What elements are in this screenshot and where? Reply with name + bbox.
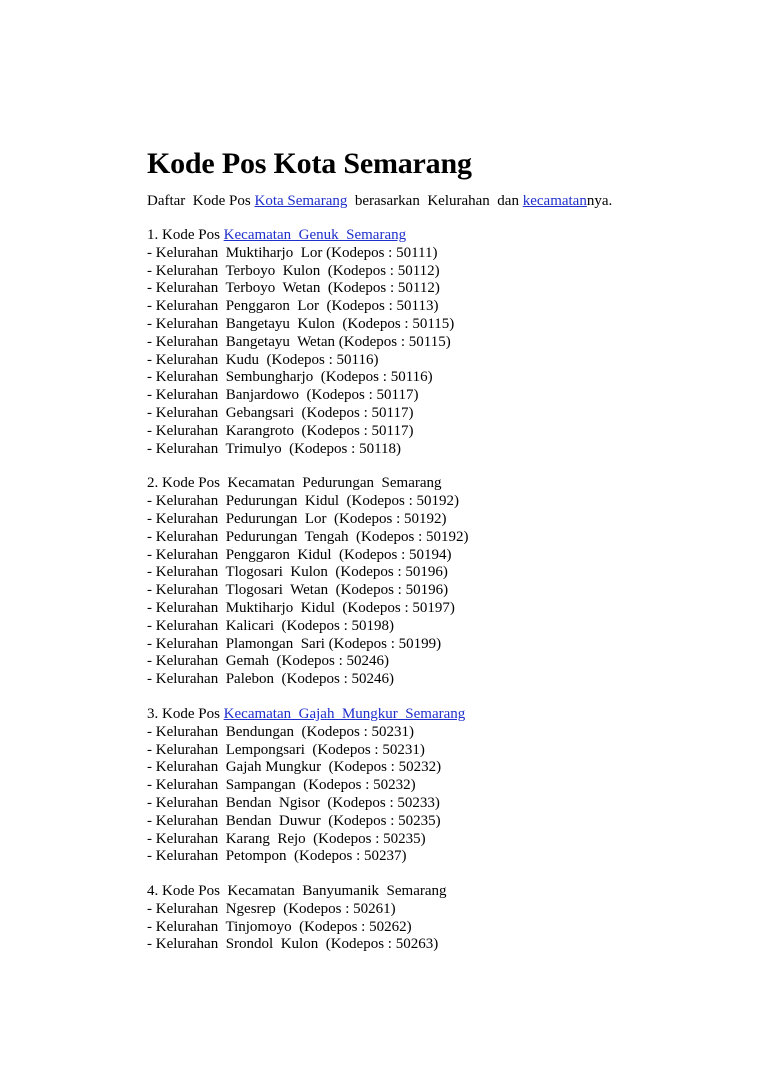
- kelurahan-item: - Kelurahan Karangroto (Kodepos : 50117): [147, 422, 414, 439]
- intro-suffix: nya.: [586, 193, 613, 209]
- section-2: [147, 475, 707, 689]
- section-heading: [147, 706, 707, 724]
- kelurahan-item: - Kelurahan Bendan Ngisor (Kodepos : 50233): [147, 794, 440, 811]
- kelurahan-item: - Kelurahan Karang Rejo (Kodepos : 50235): [147, 830, 426, 847]
- intro-prefix: Daftar Kode Pos: [147, 193, 255, 209]
- section-heading-link[interactable]: Kecamatan Gajah Mungkur Semarang: [223, 705, 466, 722]
- kelurahan-item: - Kelurahan Gebangsari (Kodepos : 50117): [147, 404, 414, 421]
- sections-list: [147, 227, 707, 954]
- section-4: [147, 883, 707, 954]
- section-heading-link[interactable]: Kecamatan Genuk Semarang: [223, 227, 407, 243]
- kelurahan-item: - Kelurahan Lempongsari (Kodepos : 50231): [147, 741, 425, 758]
- kelurahan-item: - Kelurahan Pedurungan Kidul (Kodepos : 50192): [147, 493, 460, 510]
- section-heading: 4. Kode Pos Kecamatan Banyumanik Semarang: [147, 883, 447, 900]
- section-1: [147, 227, 707, 458]
- kelurahan-item: - Kelurahan Pedurungan Tengah (Kodepos : 50192): [147, 528, 469, 545]
- kelurahan-item: - Kelurahan Sembungharjo (Kodepos : 50116): [147, 369, 433, 386]
- kelurahan-item: - Kelurahan Petompon (Kodepos : 50237): [147, 848, 407, 865]
- section-heading: [147, 227, 707, 245]
- kelurahan-item: - Kelurahan Penggaron Lor (Kodepos : 50113): [147, 298, 439, 315]
- intro-paragraph: [147, 192, 707, 210]
- kelurahan-item: - Kelurahan Palebon (Kodepos : 50246): [147, 671, 395, 688]
- kelurahan-item: - Kelurahan Gajah Mungkur (Kodepos : 50232): [147, 759, 442, 776]
- kelurahan-item: - Kelurahan Bangetayu Wetan (Kodepos : 50115): [147, 333, 451, 350]
- kelurahan-item: - Kelurahan Kalicari (Kodepos : 50198): [147, 617, 395, 634]
- kota-semarang-link[interactable]: Kota Semarang: [254, 193, 348, 209]
- kelurahan-item: - Kelurahan Kudu (Kodepos : 50116): [147, 351, 379, 368]
- kelurahan-item: - Kelurahan Banjardowo (Kodepos : 50117): [147, 387, 419, 404]
- kelurahan-item: - Kelurahan Trimulyo (Kodepos : 50118): [147, 440, 402, 457]
- kelurahan-item: - Kelurahan Bendan Duwur (Kodepos : 50235): [147, 812, 441, 829]
- kelurahan-item: - Kelurahan Ngesrep (Kodepos : 50261): [147, 900, 396, 917]
- kelurahan-item: - Kelurahan Tlogosari Wetan (Kodepos : 50196): [147, 582, 449, 599]
- intro-middle: berasarkan Kelurahan dan: [347, 193, 523, 209]
- kelurahan-item: - Kelurahan Terboyo Kulon (Kodepos : 50112): [147, 262, 440, 279]
- section-heading-prefix: 1. Kode Pos: [147, 227, 224, 243]
- kecamatan-link[interactable]: kecamatan: [522, 193, 587, 209]
- section-heading: 2. Kode Pos Kecamatan Pedurungan Semarang: [147, 475, 442, 492]
- kelurahan-item: - Kelurahan Tinjomoyo (Kodepos : 50262): [147, 918, 412, 935]
- kelurahan-item: - Kelurahan Terboyo Wetan (Kodepos : 50112): [147, 280, 440, 297]
- kelurahan-item: - Kelurahan Tlogosari Kulon (Kodepos : 50196): [147, 564, 448, 581]
- kelurahan-item: - Kelurahan Bangetayu Kulon (Kodepos : 50115): [147, 315, 455, 332]
- kelurahan-item: - Kelurahan Muktiharjo Kidul (Kodepos : 50197): [147, 599, 455, 616]
- document-page: [147, 146, 707, 971]
- kelurahan-item: - Kelurahan Bendungan (Kodepos : 50231): [147, 723, 415, 740]
- kelurahan-item: - Kelurahan Pedurungan Lor (Kodepos : 50192): [147, 510, 447, 527]
- page-title: Kode Pos Kota Semarang: [147, 147, 472, 180]
- section-heading-prefix: 3. Kode Pos: [147, 705, 224, 722]
- kelurahan-item: - Kelurahan Srondol Kulon (Kodepos : 50263): [147, 936, 439, 953]
- kelurahan-item: - Kelurahan Muktiharjo Lor (Kodepos : 50111): [147, 244, 438, 261]
- kelurahan-item: - Kelurahan Sampangan (Kodepos : 50232): [147, 777, 416, 794]
- kelurahan-item: - Kelurahan Penggaron Kidul (Kodepos : 50194): [147, 546, 452, 563]
- kelurahan-item: - Kelurahan Plamongan Sari (Kodepos : 50199): [147, 635, 442, 652]
- section-3: [147, 706, 707, 866]
- kelurahan-item: - Kelurahan Gemah (Kodepos : 50246): [147, 653, 390, 670]
